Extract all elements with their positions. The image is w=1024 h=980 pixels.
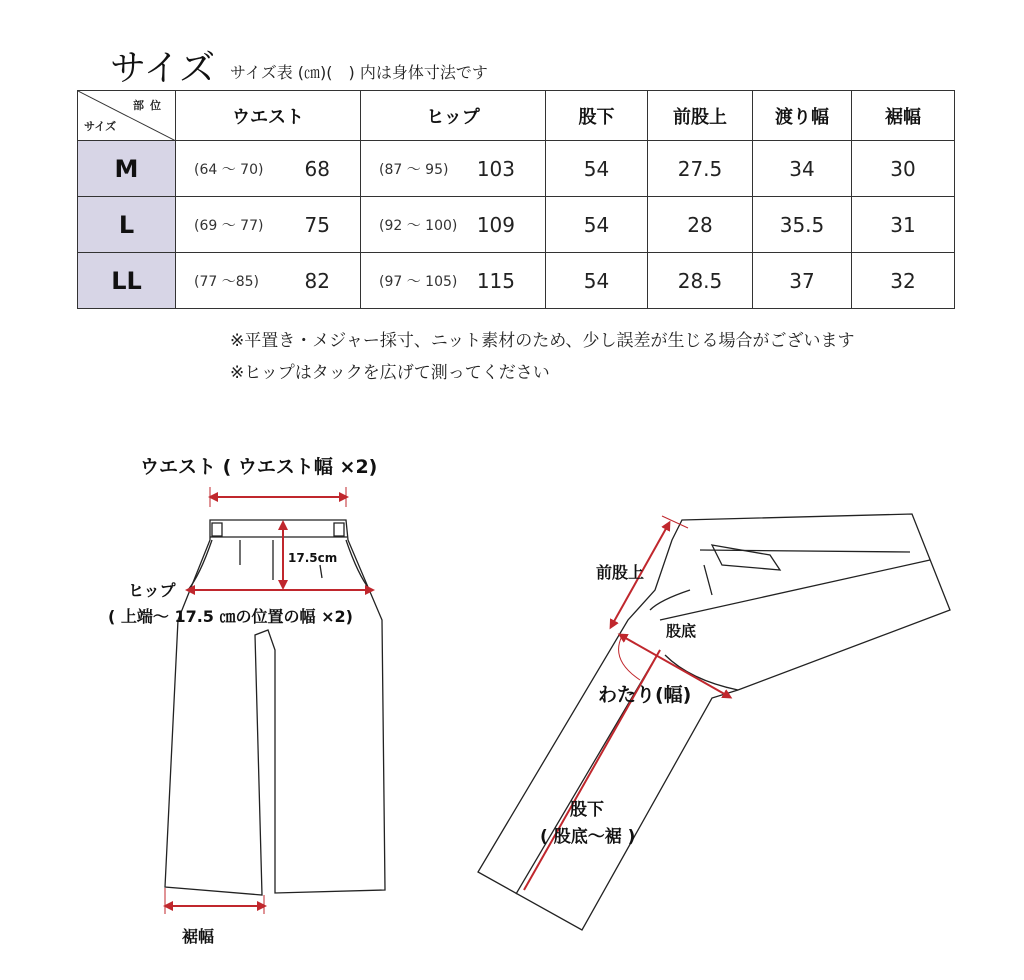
waist-range: (69 ～ 77)	[194, 217, 264, 234]
waist-value: 75	[304, 212, 330, 237]
table-row	[78, 197, 955, 253]
thigh-value: 35.5	[753, 197, 852, 253]
thigh-value: 34	[753, 141, 852, 197]
hip-cell	[361, 197, 546, 253]
front-rise-value: 28	[648, 197, 753, 253]
hip-range: (92 ～ 100)	[379, 217, 458, 234]
inseam-value: 54	[546, 253, 648, 309]
hip-value: 115	[476, 268, 515, 293]
size-table	[77, 90, 955, 309]
hem-value: 30	[852, 141, 955, 197]
hip-range: (97 ～ 105)	[379, 273, 458, 290]
hip-range: (87 ～ 95)	[379, 161, 449, 178]
column-header-hip: ヒップ	[361, 91, 546, 141]
corner-bottom-label: サイズ	[84, 120, 117, 133]
corner-top-label: 部位	[133, 99, 167, 112]
table-row	[78, 141, 955, 197]
front-rise-value: 27.5	[648, 141, 753, 197]
front-rise-value: 28.5	[648, 253, 753, 309]
hem-value: 31	[852, 197, 955, 253]
inseam-diagram-sublabel: ( 股底～裾 )	[540, 827, 636, 847]
column-header-front-rise: 前股上	[648, 91, 753, 141]
page-subtitle: サイズ表 (㎝)( ) 内は身体寸法です	[230, 63, 488, 82]
column-header-inseam: 股下	[546, 91, 648, 141]
hem-value: 32	[852, 253, 955, 309]
front-rise-diagram-label: 前股上	[596, 563, 645, 582]
crotch-diagram-label: 股底	[666, 622, 697, 640]
waist-range: (77 ～85)	[194, 273, 260, 290]
hip-diagram-label: ヒップ	[128, 581, 176, 600]
waist-cell	[176, 141, 361, 197]
column-header-thigh: 渡り幅	[753, 91, 852, 141]
note-measurement: ※平置き・メジャー採寸、ニット素材のため、少し誤差が生じる場合がございます	[230, 331, 855, 351]
inseam-diagram-label: 股下	[570, 800, 604, 820]
size-label: LL	[78, 253, 176, 309]
column-header-waist: ウエスト	[176, 91, 361, 141]
waist-cell	[176, 197, 361, 253]
table-corner-cell	[78, 91, 176, 141]
thigh-diagram-label: わたり(幅)	[598, 684, 692, 706]
note-hip: ※ヒップはタックを広げて測ってください	[230, 363, 550, 383]
size-label: M	[78, 141, 176, 197]
hip-diagram-sublabel: ( 上端～ 17.5 ㎝の位置の幅 ×2)	[108, 607, 353, 626]
hip-value: 109	[476, 212, 515, 237]
folded-pants-drawing	[478, 514, 950, 930]
front-pants-drawing	[165, 520, 385, 895]
waist-diagram-label: ウエスト ( ウエスト幅 ×2)	[140, 456, 378, 478]
thigh-value: 37	[753, 253, 852, 309]
page-title: サイズ	[110, 48, 216, 89]
table-header-row	[78, 91, 955, 141]
waist-range: (64 ～ 70)	[194, 161, 264, 178]
rise-measure-label: 17.5cm	[288, 551, 338, 565]
waist-value: 68	[304, 156, 330, 181]
hip-cell	[361, 253, 546, 309]
inseam-value: 54	[546, 197, 648, 253]
hip-cell	[361, 141, 546, 197]
measurement-diagram	[0, 440, 1024, 980]
table-row	[78, 253, 955, 309]
waist-cell	[176, 253, 361, 309]
column-header-hem: 裾幅	[852, 91, 955, 141]
size-label: L	[78, 197, 176, 253]
hem-diagram-label: 裾幅	[182, 927, 215, 946]
waist-value: 82	[304, 268, 330, 293]
hip-value: 103	[476, 156, 515, 181]
inseam-value: 54	[546, 141, 648, 197]
